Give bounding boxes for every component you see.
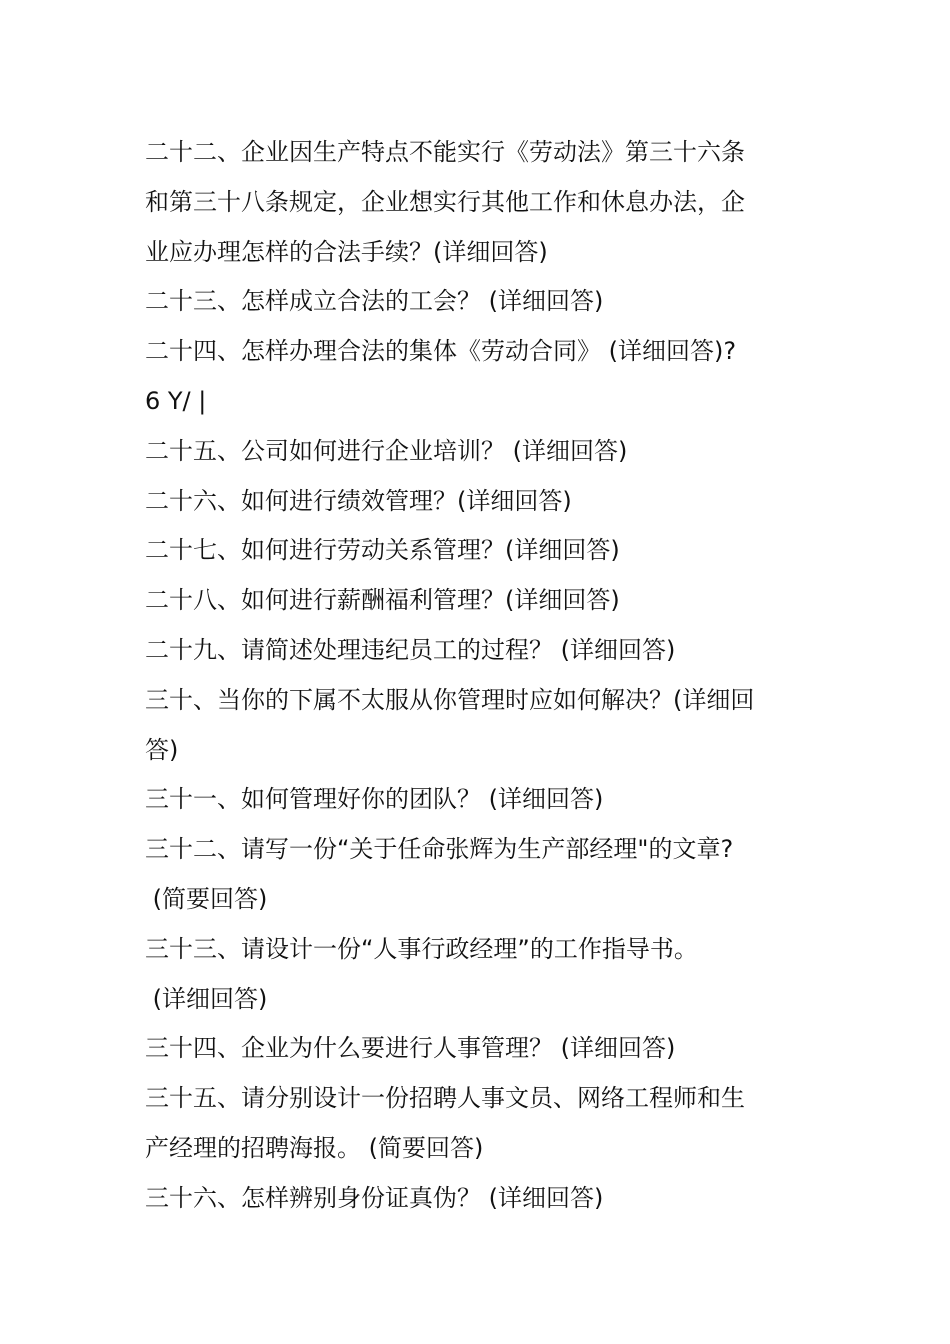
- text-line-9: 二十七、如何进行劳动关系管理？(详细回答): [145, 536, 620, 565]
- text-line-2: 和第三十八条规定，企业想实行其他工作和休息办法，企: [145, 187, 745, 216]
- text-line-18: (详细回答): [145, 984, 268, 1013]
- text-line-10: 二十八、如何进行薪酬福利管理？(详细回答): [145, 586, 620, 615]
- text-line-8: 二十六、如何进行绩效管理？(详细回答): [145, 486, 572, 515]
- text-line-17: 三十三、请设计一份“人事行政经理”的工作指导书。: [145, 934, 698, 963]
- text-line-21: 产经理的招聘海报。 (简要回答): [145, 1133, 484, 1162]
- text-line-16: (简要回答): [145, 884, 268, 913]
- text-line-22: 三十六、怎样辨别身份证真伪？ (详细回答): [145, 1183, 604, 1212]
- text-line-3: 业应办理怎样的合法手续？(详细回答): [145, 237, 548, 266]
- text-line-12: 三十、当你的下属不太服从你管理时应如何解决？(详细回: [145, 685, 755, 714]
- text-line-14: 三十一、如何管理好你的团队？ (详细回答): [145, 785, 604, 814]
- text-line-1: 二十二、企业因生产特点不能实行《劳动法》第三十六条: [145, 138, 745, 166]
- text-line-19: 三十四、企业为什么要进行人事管理？ (详细回答): [145, 1034, 676, 1063]
- text-line-4: 二十三、怎样成立合法的工会？ (详细回答): [145, 287, 604, 316]
- text-line-5: 二十四、怎样办理合法的集体《劳动合同》 (详细回答)?: [145, 337, 737, 366]
- text-line-7: 二十五、公司如何进行企业培训？ (详细回答): [145, 436, 628, 465]
- text-line-11: 二十九、请简述处理违纪员工的过程？ (详细回答): [145, 635, 676, 664]
- text-line-20: 三十五、请分别设计一份招聘人事文员、网络工程师和生: [145, 1084, 745, 1113]
- text-line-15: 三十二、请写一份“关于任命张辉为生产部经理"的文章?: [145, 835, 734, 864]
- document-body: [145, 128, 810, 1224]
- text-line-13: 答): [145, 735, 179, 764]
- text-line-6: 6 Y/ |: [145, 386, 207, 415]
